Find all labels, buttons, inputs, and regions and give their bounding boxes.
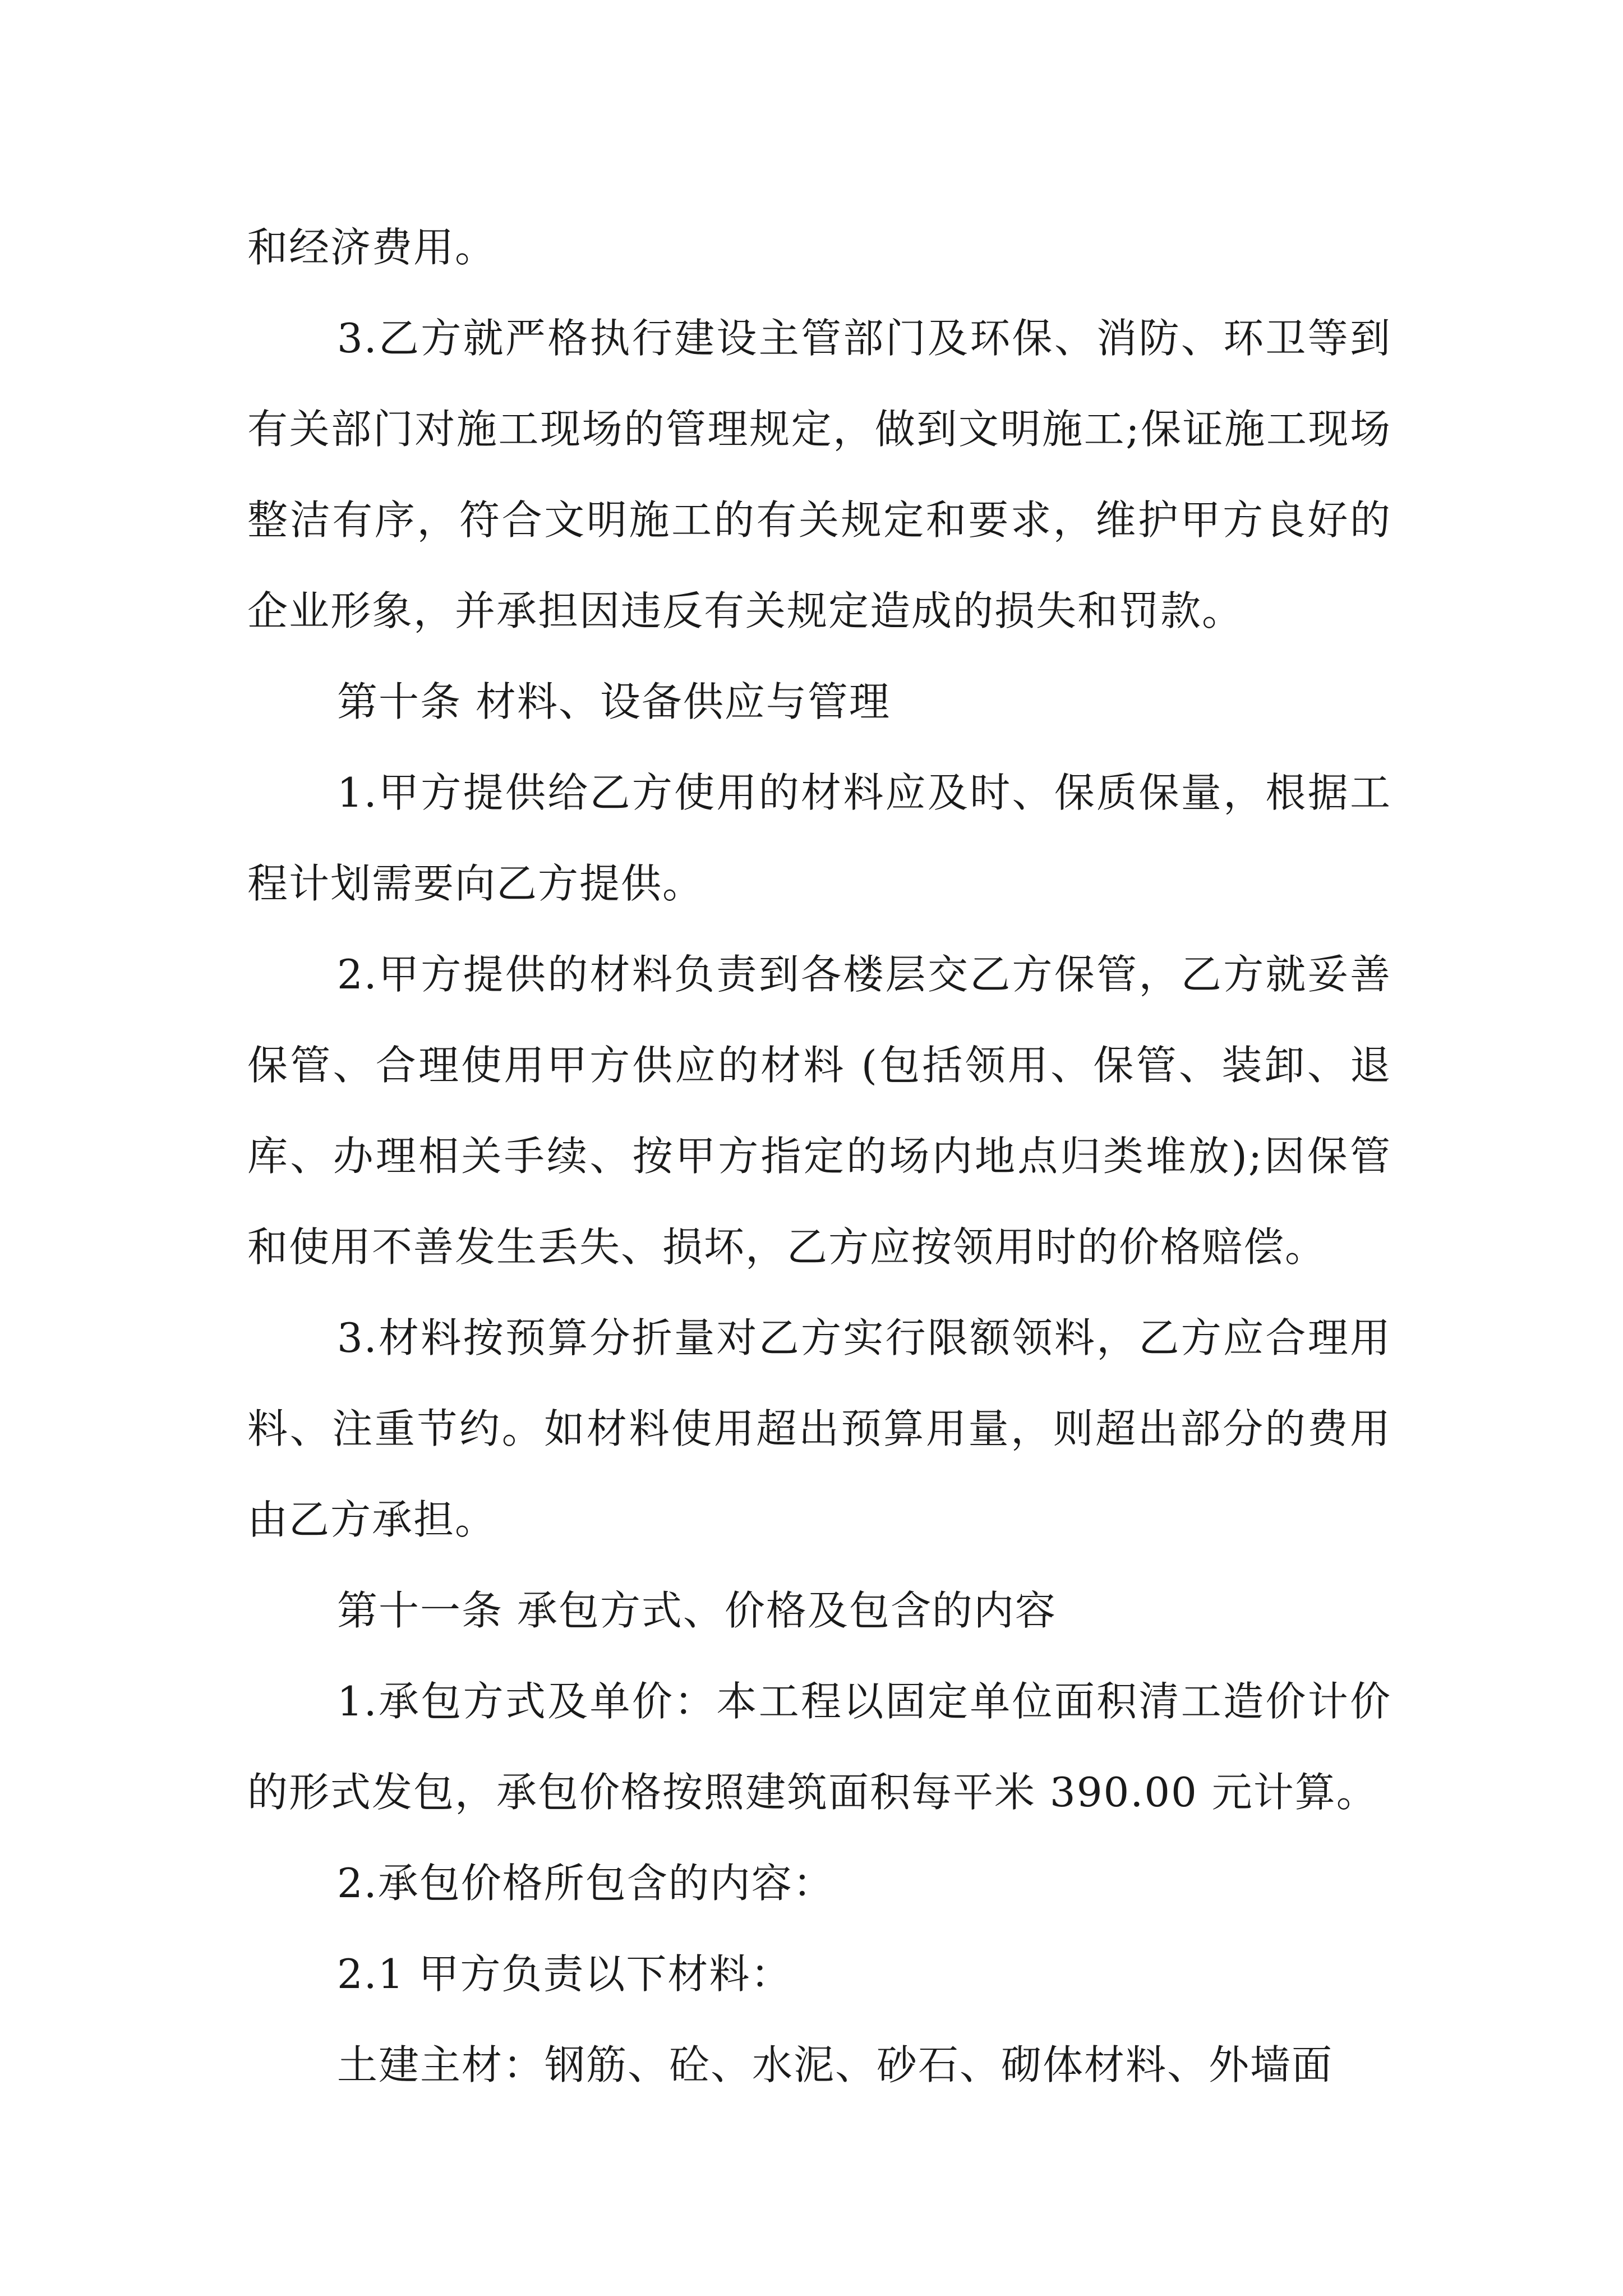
paragraph-clause-10-3: 3.材料按预算分折量对乙方实行限额领料，乙方应合理用料、注重节约。如材料使用超出预算用量，则超出部分的费用由乙方承担。 [247,1314,1391,1543]
paragraph-clause-11-1: 1.承包方式及单价：本工程以固定单位面积清工造价计价的形式发包，承包价格按照建筑面积每平米 390.00 元计算。 [247,1678,1391,1816]
paragraph-clause-10-2: 2.甲方提供的材料负责到各楼层交乙方保管，乙方就妥善保管、合理使用甲方供应的材料 (包括领用、保管、装卸、退库、办理相关手续、按甲方指定的场内地点归类堆放);因保管和使用不善发生丢失、损坏，乙方应按领用时的价格赔偿。 [247,951,1391,1271]
paragraph-clause-9-3: 3.乙方就严格执行建设主管部门及环保、消防、环卫等到有关部门对施工现场的管理规定，做到文明施工;保证施工现场整洁有序，符合文明施工的有关规定和要求，维护甲方良好的企业形象，并承担因违反有关规定造成的损失和罚款。 [247,315,1391,634]
paragraph-continuation: 和经济费用。 [247,224,497,271]
document-body [247,202,1391,2110]
paragraph-clause-11-2-1: 2.1 甲方负责以下材料： [337,1950,792,1998]
article-11-heading: 第十一条 承包方式、价格及包含的内容 [337,1587,1057,1634]
paragraph-clause-10-1: 1.甲方提供给乙方使用的材料应及时、保质保量，根据工程计划需要向乙方提供。 [247,769,1391,907]
paragraph-clause-11-2: 2.承包价格所包含的内容： [337,1860,834,1907]
article-10-heading: 第十条 材料、设备供应与管理 [337,678,891,725]
paragraph-materials-list: 土建主材：钢筋、砼、水泥、砂石、砌体材料、外墙面 [337,2041,1334,2088]
